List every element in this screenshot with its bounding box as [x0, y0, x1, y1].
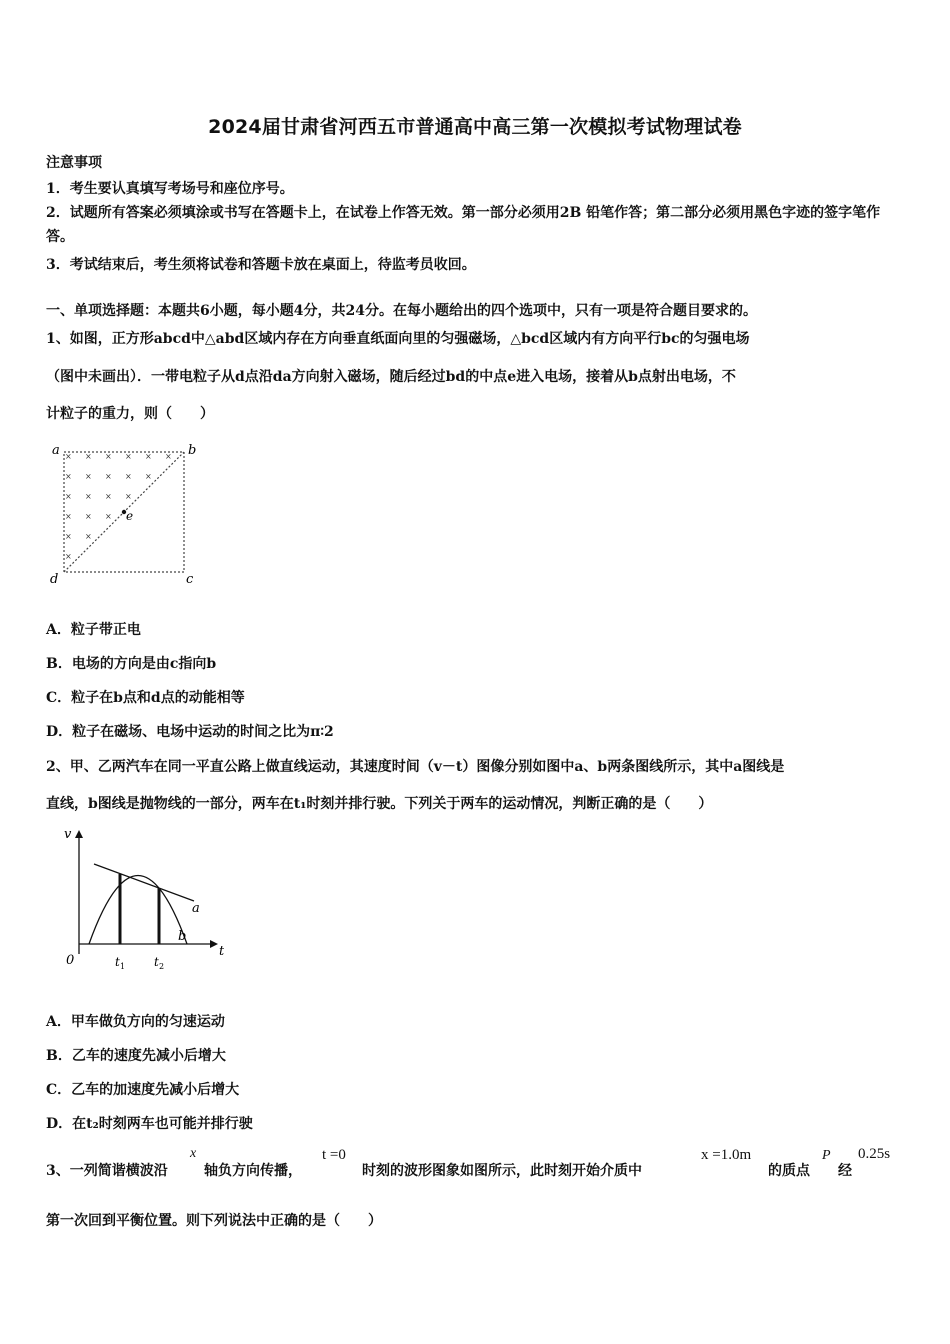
svg-text:×: ×	[85, 532, 92, 541]
t-axis-arrow	[210, 940, 218, 948]
label-c: c	[186, 572, 194, 587]
svg-text:×: ×	[65, 492, 72, 501]
svg-text:×: ×	[125, 452, 132, 461]
q3-p-variable: P	[822, 1148, 831, 1163]
label-t2-sub: 2	[159, 962, 165, 971]
svg-text:×: ×	[85, 452, 92, 461]
q1-square-figure	[46, 437, 206, 587]
q3-text-part-2: 轴负方向传播，	[204, 1163, 302, 1179]
parabola-b	[89, 876, 187, 945]
svg-text:×: ×	[145, 452, 152, 461]
q2-option-b[interactable]: B．乙车的速度先减小后增大	[46, 1048, 226, 1064]
svg-text:×: ×	[165, 452, 172, 461]
svg-text:×: ×	[85, 492, 92, 501]
v-axis-arrow	[75, 830, 83, 838]
svg-text:×: ×	[65, 532, 72, 541]
q3-time-value: 0.25s	[858, 1146, 891, 1162]
exam-title: 2024届甘肃省河西五市普通高中高三第一次模拟考试物理试卷	[208, 116, 742, 138]
svg-text:×: ×	[105, 492, 112, 501]
q2-stem-line-1: 2、甲、乙两汽车在同一平直公路上做直线运动，其速度时间（v－t）图像分别如图中a、b两条图线所示，其中a图线是	[46, 759, 785, 775]
q3-text-part-4: 的质点	[768, 1163, 810, 1179]
svg-text:×: ×	[85, 512, 92, 521]
q3-t-equals-zero: t =0	[322, 1147, 346, 1163]
q1-stem-line-1: 1、如图，正方形abcd中△abd区域内存在方向垂直纸面向里的匀强磁场，△bcd区域内有方向平行bc的匀强电场	[46, 331, 750, 347]
notice-item-2: 2．试题所有答案必须填涂或书写在答题卡上，在试卷上作答无效。第一部分必须用2B 铅笔作答；第二部分必须用黑色字迹的签字笔作答。	[46, 205, 881, 245]
label-t1-sub: 1	[120, 962, 126, 971]
q2-option-d[interactable]: D．在t₂时刻两车也可能并排行驶	[46, 1116, 253, 1132]
q3-text-part-5: 经	[838, 1163, 852, 1179]
q1-option-b[interactable]: B．电场的方向是由c指向b	[46, 656, 217, 672]
q3-x-variable: x	[190, 1146, 197, 1161]
svg-text:×: ×	[105, 512, 112, 521]
q1-option-a[interactable]: A．粒子带正电	[46, 622, 141, 638]
svg-text:×: ×	[65, 552, 72, 561]
label-a-line: a	[192, 901, 200, 916]
svg-text:×: ×	[85, 472, 92, 481]
notice-item-3: 3．考试结束后，考生须将试卷和答题卡放在桌面上，待监考员收回。	[46, 257, 476, 273]
magnetic-field-crosses	[65, 452, 172, 561]
label-t2: t	[154, 955, 159, 969]
label-d: d	[50, 572, 59, 587]
q1-option-d[interactable]: D．粒子在磁场、电场中运动的时间之比为π∶2	[46, 724, 334, 740]
q1-option-c[interactable]: C．粒子在b点和d点的动能相等	[46, 690, 245, 706]
label-t: t	[219, 944, 224, 959]
q2-option-a[interactable]: A．甲车做负方向的匀速运动	[46, 1014, 225, 1030]
section-heading: 一、单项选择题：本题共6小题，每小题4分，共24分。在每小题给出的四个选项中，只有一项是符合题目要求的。	[46, 303, 757, 319]
label-a: a	[52, 443, 60, 458]
svg-text:×: ×	[125, 492, 132, 501]
q3-text-part-3: 时刻的波形图象如图所示，此时刻开始介质中	[362, 1163, 642, 1179]
label-v: v	[64, 827, 72, 842]
notice-item-1: 1．考生要认真填写考场号和座位序号。	[46, 181, 294, 197]
q3-text-part-1: 3、一列简谐横波沿	[46, 1163, 168, 1179]
label-t1: t	[115, 955, 120, 969]
q2-vt-graph	[44, 824, 224, 974]
q1-stem-line-3: 计粒子的重力，则（ ）	[46, 406, 214, 422]
svg-text:×: ×	[65, 452, 72, 461]
q3-x-equals: x =1.0m	[701, 1147, 752, 1163]
label-origin: 0	[66, 953, 75, 968]
svg-text:×: ×	[125, 472, 132, 481]
svg-text:×: ×	[145, 472, 152, 481]
label-b-curve: b	[178, 929, 187, 944]
q2-stem-line-2: 直线，b图线是抛物线的一部分，两车在t₁时刻并排行驶。下列关于两车的运动情况，判断正确的是（ ）	[46, 796, 713, 812]
svg-text:×: ×	[65, 472, 72, 481]
svg-text:×: ×	[65, 512, 72, 521]
label-b: b	[188, 443, 197, 458]
notice-heading: 注意事项	[46, 155, 102, 171]
label-e: e	[126, 509, 134, 523]
svg-text:×: ×	[105, 472, 112, 481]
svg-text:×: ×	[105, 452, 112, 461]
q2-option-c[interactable]: C．乙车的加速度先减小后增大	[46, 1082, 240, 1098]
q1-stem-line-2: （图中未画出）．一带电粒子从d点沿da方向射入磁场，随后经过bd的中点e进入电场，接着从b点射出电场，不	[46, 369, 736, 385]
q3-stem-line-2: 第一次回到平衡位置。则下列说法中正确的是（ ）	[46, 1213, 382, 1229]
line-a	[94, 864, 194, 901]
